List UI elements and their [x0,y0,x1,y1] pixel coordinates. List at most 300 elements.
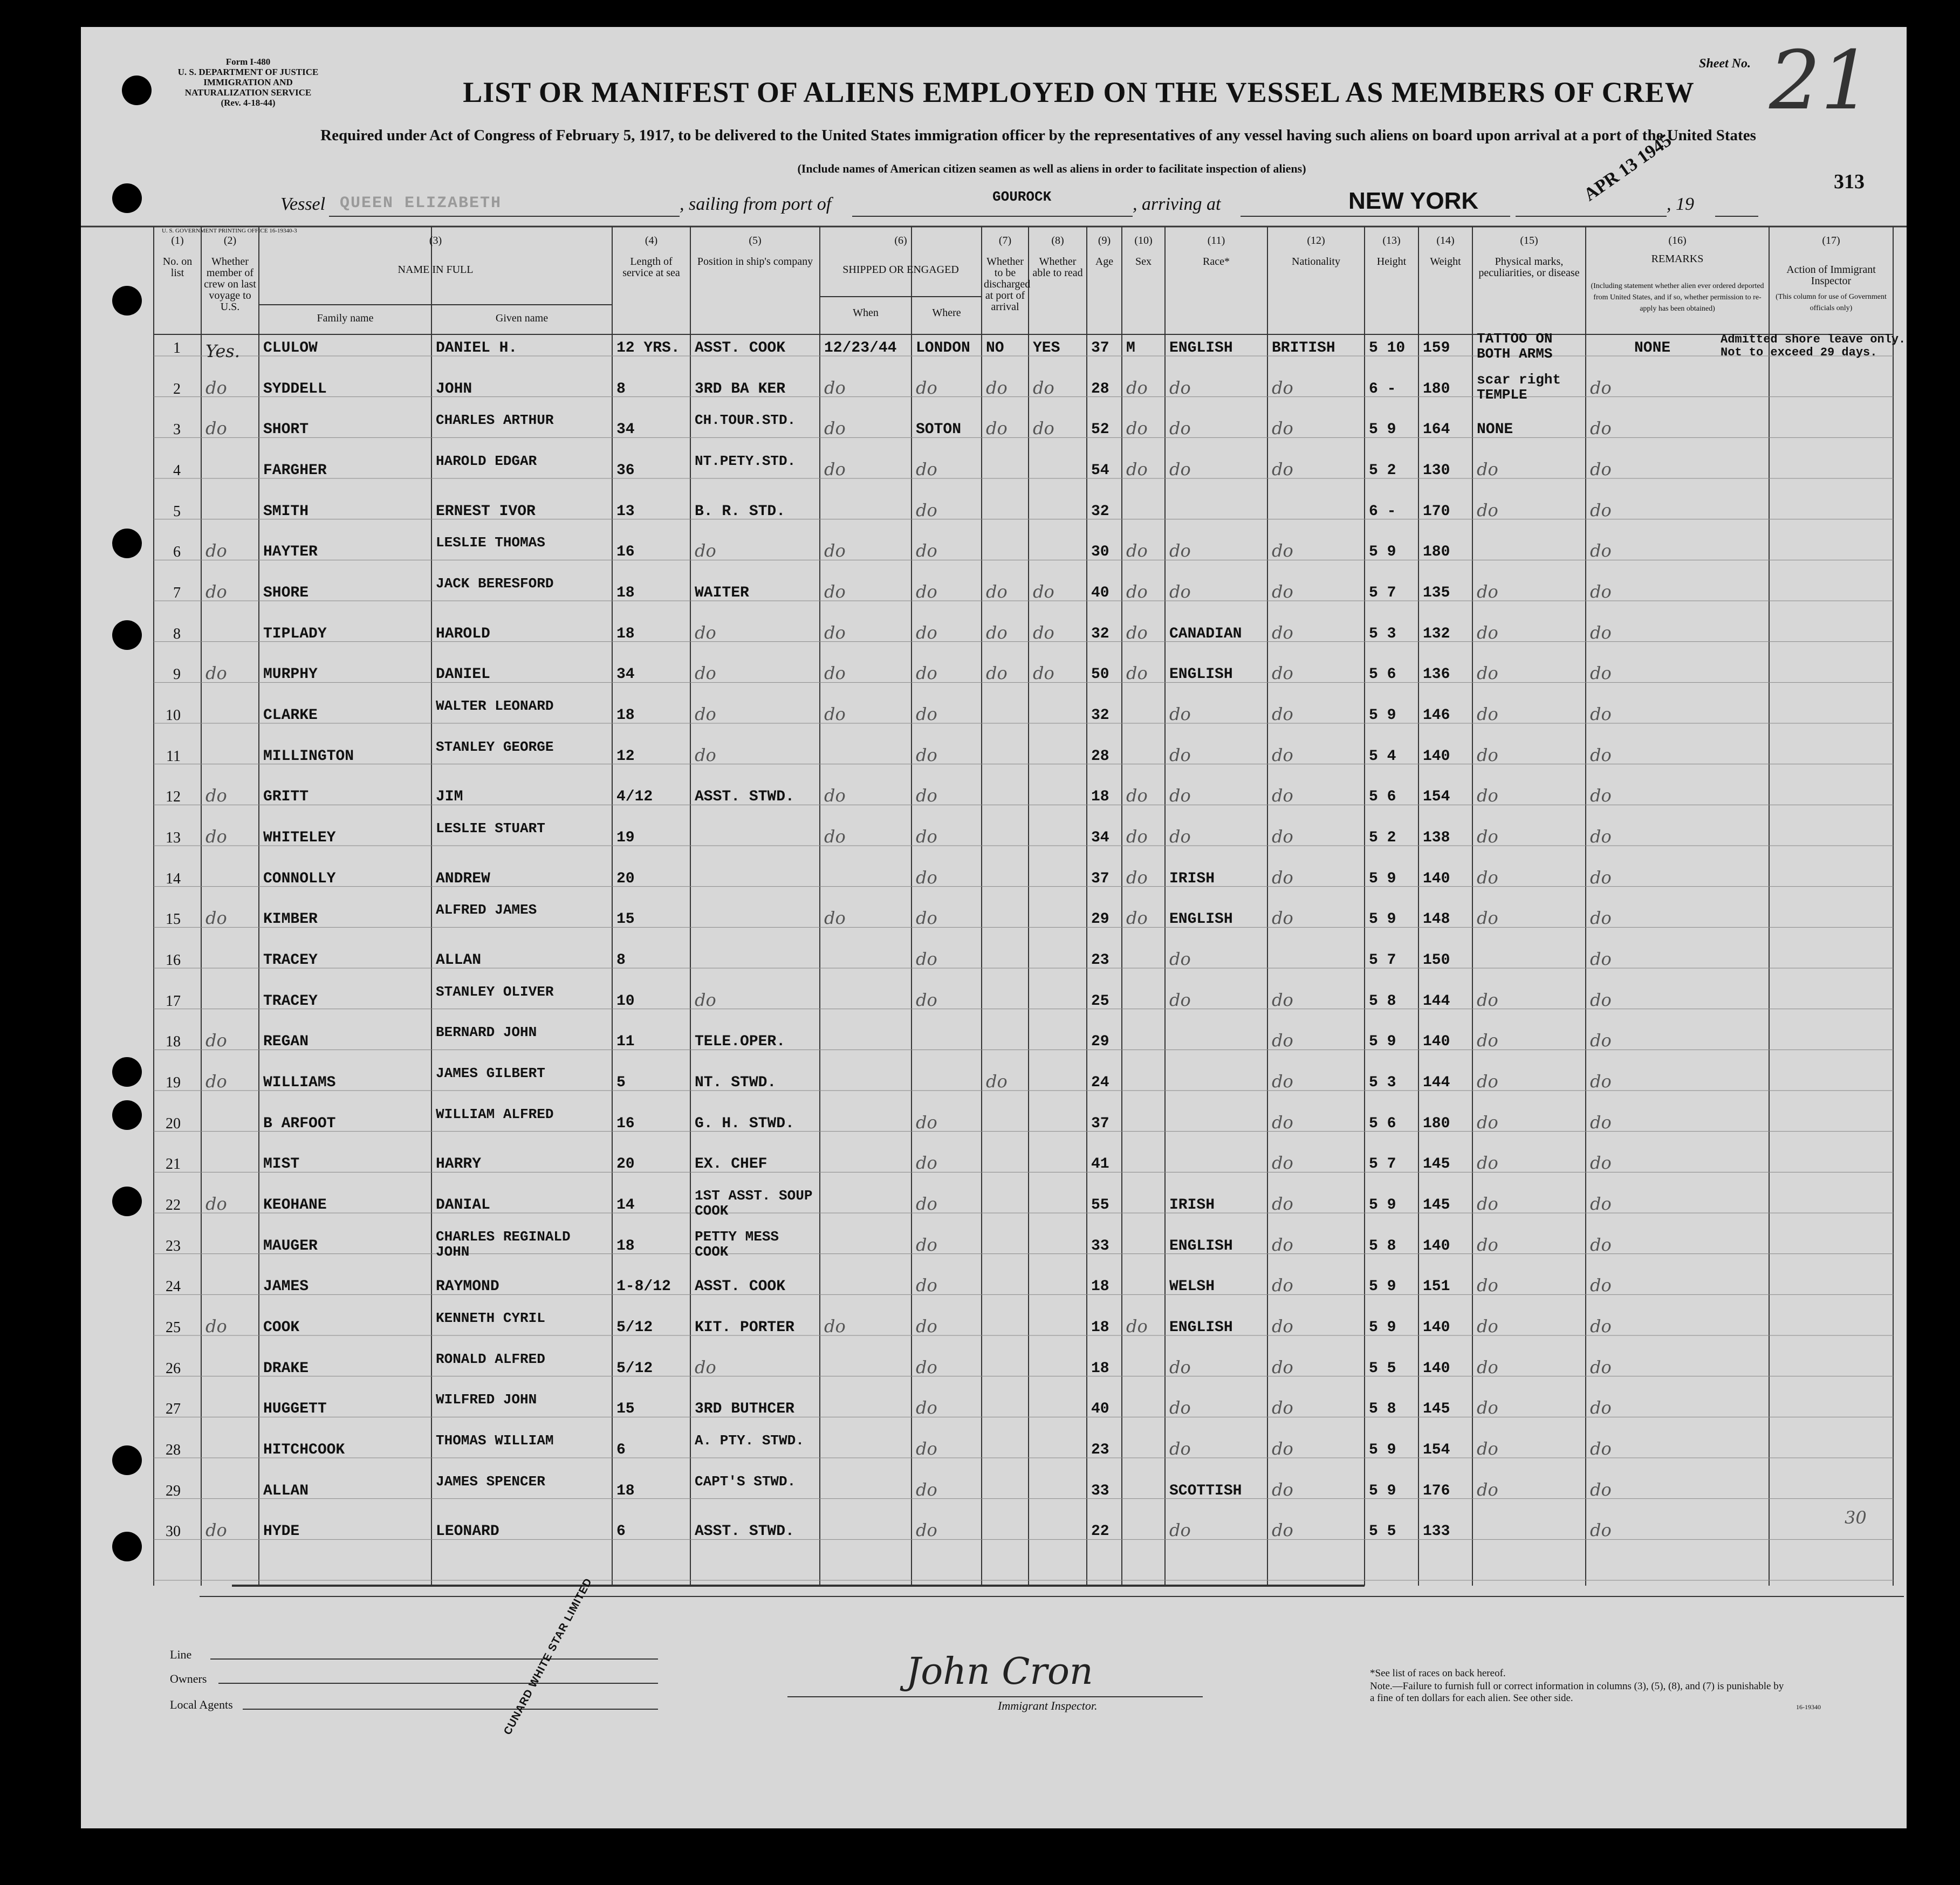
cell-family: TRACEY [263,992,318,1010]
punch-hole [112,529,142,558]
punch-hole [112,1445,142,1475]
cell-height: 5 9 [1369,1033,1396,1051]
cell-read: do [1033,377,1054,398]
cell-weight: 136 [1423,666,1450,683]
cell-age: 32 [1091,625,1109,642]
cell-position: NT. STWD. [695,1074,777,1091]
cell-crew: do [205,1316,227,1336]
cell-position: G. H. STWD. [695,1115,794,1132]
cell-where: do [916,459,937,479]
cell-nationality: do [1272,1112,1293,1133]
subheader-given-name: Given name [495,312,549,324]
form-number: Form I-480 [225,57,271,67]
cell-position: do [695,540,716,561]
cell-height: 5 9 [1369,1319,1396,1336]
punch-hole [112,183,142,213]
cell-remarks: do [1590,785,1612,806]
cell-weight: 145 [1423,1197,1450,1214]
cell-nationality: do [1272,1316,1293,1336]
cell-family: WHITELEY [263,830,336,846]
cell-where: do [916,908,937,929]
cell-age: 40 [1091,1401,1109,1418]
column-number: (4) [645,235,658,246]
arriving-field [1241,188,1510,217]
cell-service: 18 [616,1482,635,1499]
row-number: 6 [173,544,181,561]
cell-read: YES [1033,340,1060,357]
column-header: Whether to be discharged at port of arrival [984,256,1031,313]
row-number: 21 [166,1156,181,1173]
cell-nationality: do [1272,1438,1293,1459]
cell-family: DRAKE [263,1360,309,1377]
cell-crew: do [205,785,227,806]
cell-race: do [1169,1520,1191,1541]
cell-position: A. PTY. STWD. [695,1432,804,1449]
cell-marks: do [1477,785,1498,806]
cell-family: TIPLADY [263,625,327,642]
cell-race: do [1169,1438,1191,1459]
cell-service: 18 [616,1237,635,1255]
cell-age: 30 [1091,544,1109,561]
cell-marks: do [1477,1275,1498,1296]
include-note: (Include names of American citizen seamen as well as aliens in order to facilitate inspection of aliens) [797,162,1306,175]
cell-age: 54 [1091,462,1109,479]
cell-position: CAPT'S STWD. [695,1473,796,1490]
cell-position: ASST. STWD. [695,789,794,806]
cell-race: do [1169,459,1191,479]
cell-height: 5 4 [1369,748,1396,765]
cell-position: do [695,989,716,1010]
row-number: 4 [173,462,181,479]
cell-where: do [916,1234,937,1255]
cell-position: do [695,744,716,765]
cell-height: 6 - [1369,503,1396,520]
cell-family: CLARKE [263,707,318,724]
cell-given: ERNEST IVOR [436,503,536,520]
cell-nationality: do [1272,581,1293,602]
column-number: (3) [429,235,442,246]
cell-family: MILLINGTON [263,748,354,765]
column-number: (14) [1436,235,1455,246]
cell-position: do [695,622,716,643]
cell-race: do [1169,581,1191,602]
cell-given: THOMAS WILLIAM [436,1432,554,1449]
row-number: 12 [166,789,181,806]
cell-height: 5 8 [1369,1401,1396,1418]
cell-marks: do [1477,989,1498,1010]
cell-where: do [916,1316,937,1336]
owners-field [218,1683,658,1684]
document-title: LIST OR MANIFEST OF ALIENS EMPLOYED ON THE VESSEL AS MEMBERS OF CREW [463,76,1695,108]
line-label: Line [170,1648,192,1661]
cell-height: 5 9 [1369,707,1396,724]
cell-marks: do [1477,1153,1498,1174]
form-identification [162,57,334,108]
line-field [210,1658,658,1660]
column-header: Length of service at sea [622,256,680,279]
cell-race: do [1169,704,1191,724]
cell-marks: do [1477,1316,1498,1336]
row-number: 15 [166,911,181,928]
cell-race: do [1169,1356,1191,1377]
cell-service: 1-8/12 [616,1278,671,1295]
cell-position: do [695,704,716,724]
cell-race: ENGLISH [1169,911,1233,928]
printing-office: U. S. GOVERNMENT PRINTING OFFICE 16-19340-3 [162,228,297,234]
column-header: Physical marks, peculiarities, or disease [1478,256,1580,279]
cell-height: 5 6 [1369,789,1396,806]
cell-given: ANDREW [436,870,490,887]
punch-hole [112,1057,142,1087]
column-number: (8) [1051,235,1064,246]
cell-marks: do [1477,622,1498,643]
column-number: (6) [894,235,907,246]
cell-where: do [916,744,937,765]
cell-height: 5 9 [1369,1278,1396,1295]
cell-where: do [916,1520,937,1541]
row-number: 10 [166,707,181,724]
footer-form-code: 16-19340 [1796,1703,1821,1711]
row-number: 3 [173,421,181,438]
vessel-label: Vessel [280,194,326,214]
cell-remarks: do [1590,1438,1612,1459]
cell-family: CONNOLLY [263,870,336,887]
cell-where: do [916,1194,937,1214]
cell-position: PETTY MESS COOK [695,1228,779,1260]
cell-remarks: do [1590,1153,1612,1174]
row-number: 14 [166,870,181,887]
cell-given: KENNETH CYRIL [436,1310,545,1326]
cell-marks: TATTOO ON BOTH ARMS [1477,331,1553,362]
cell-remarks: do [1590,744,1612,765]
document-code: 313 [1834,170,1865,193]
sailing-field [852,189,1133,217]
cell-sex: do [1126,1316,1148,1336]
row-number: 19 [166,1074,181,1091]
cell-remarks: do [1590,1071,1612,1092]
cell-given: ALFRED JAMES [436,902,537,918]
cell-remarks: do [1590,1397,1612,1418]
column-header: Sex [1135,256,1152,268]
cell-weight: 148 [1423,911,1450,928]
cell-read: do [1033,622,1054,643]
cell-service: 34 [616,666,635,683]
cell-crew: do [205,663,227,684]
column-header: Action of Immigrant Inspector [1786,264,1876,287]
cell-remarks: do [1590,1275,1612,1296]
cell-sex: do [1126,908,1148,929]
cell-height: 5 9 [1369,870,1396,887]
cell-marks: do [1477,908,1498,929]
cell-family: KEOHANE [263,1197,327,1214]
cell-sex: do [1126,459,1148,479]
cell-given: HARRY [436,1156,482,1173]
cell-weight: 144 [1423,992,1450,1010]
cell-sex: do [1126,540,1148,561]
column-number: (2) [223,235,237,246]
cell-marks: do [1477,704,1498,724]
cell-service: 15 [616,1401,635,1418]
cell-weight: 180 [1423,380,1450,397]
cell-age: 24 [1091,1074,1109,1091]
cell-given: CHARLES REGINALD JOHN [436,1228,571,1260]
cell-weight: 180 [1423,544,1450,561]
sheet-number-label: Sheet No. [1699,57,1751,71]
cell-where: do [916,989,937,1010]
punch-hole [112,1532,142,1561]
cell-family: ALLAN [263,1482,309,1499]
row-number: 24 [166,1278,181,1295]
cell-marks: do [1477,1194,1498,1214]
cell-service: 34 [616,421,635,438]
cell-family: KIMBER [263,911,318,928]
cell-marks: NONE [1477,421,1513,438]
cell-weight: 132 [1423,625,1450,642]
cell-discharged: do [986,1071,1008,1092]
cell-service: 6 [616,1442,626,1458]
cell-given: JAMES SPENCER [436,1473,545,1490]
cell-where: SOTON [916,421,962,438]
vessel-field [329,194,680,217]
cell-weight: 140 [1423,1360,1450,1377]
cell-height: 5 9 [1369,1442,1396,1458]
row-number: 9 [173,666,181,683]
cell-nationality: do [1272,1356,1293,1377]
cell-race: do [1169,785,1191,806]
column-number: (17) [1822,235,1840,246]
cell-age: 41 [1091,1156,1109,1173]
cell-position: ASST. COOK [695,1278,786,1295]
cell-where: do [916,622,937,643]
cell-nationality: do [1272,1479,1293,1500]
cell-remarks: do [1590,1316,1612,1336]
cell-remarks: do [1590,1356,1612,1377]
arriving-port: NEW YORK [1348,188,1479,214]
cell-family: WILLIAMS [263,1074,336,1091]
cell-position: 3RD BA KER [695,380,786,397]
cell-weight: 135 [1423,585,1450,601]
cell-service: 12 [616,748,635,765]
cell-service: 36 [616,462,635,479]
cell-service: 11 [616,1033,635,1051]
cell-where: LONDON [916,340,970,357]
column-header: REMARKS [1651,253,1704,265]
cell-height: 5 9 [1369,911,1396,928]
cell-remarks: do [1590,499,1612,520]
column-number: (10) [1134,235,1153,246]
cell-service: 5/12 [616,1360,653,1377]
cell-where: do [916,1479,937,1500]
row-number: 20 [166,1115,181,1132]
cell-family: B ARFOOT [263,1115,336,1132]
column-header: SHIPPED OR ENGAGED [842,264,959,276]
cell-crew: do [205,377,227,398]
cell-race: WELSH [1169,1278,1215,1295]
cell-height: 5 3 [1369,625,1396,642]
year-label: , 19 [1667,194,1694,214]
cell-crew: do [205,908,227,929]
cell-weight: 140 [1423,748,1450,765]
cell-family: SHORT [263,421,309,438]
cell-given: RONALD ALFRED [436,1351,545,1367]
cell-height: 5 9 [1369,421,1396,438]
cell-age: 18 [1091,1278,1109,1295]
cell-weight: 170 [1423,503,1450,520]
arriving-label: , arriving at [1133,194,1221,214]
cell-race: ENGLISH [1169,666,1233,683]
cell-age: 37 [1091,340,1109,357]
cell-when: do [824,704,846,724]
cell-family: MURPHY [263,666,318,683]
cell-position: do [695,663,716,684]
cell-where: do [916,1112,937,1133]
cell-remarks: do [1590,908,1612,929]
cell-age: 37 [1091,870,1109,887]
cell-height: 5 9 [1369,1197,1396,1214]
agents-label: Local Agents [170,1698,233,1711]
cell-marks: scar right TEMPLE [1477,371,1561,403]
cell-when: do [824,826,846,847]
cell-race: do [1169,1397,1191,1418]
cell-where: do [916,949,937,969]
cell-race: SCOTTISH [1169,1482,1242,1499]
cell-nationality: do [1272,704,1293,724]
cell-given: DANIEL [436,666,490,683]
column-number: (9) [1098,235,1111,246]
cell-family: SHORE [263,585,309,601]
column-header: Whether member of crew on last voyage to U.S. [204,256,256,313]
cell-where: do [916,1397,937,1418]
cell-service: 16 [616,544,635,561]
remarks-note: (Including statement whether alien ever ordered deported from United States, and if so, whether permission to re-apply has been obtained) [1591,282,1764,313]
column-header: Weight [1430,256,1461,268]
punch-hole [122,76,152,105]
cell-where: do [916,1275,937,1296]
cell-sex: do [1126,622,1148,643]
cell-weight: 159 [1423,340,1450,357]
row-number: 29 [166,1482,181,1499]
cell-sex: do [1126,418,1148,439]
cell-age: 50 [1091,666,1109,683]
cell-service: 14 [616,1197,635,1214]
cell-given: HAROLD EDGAR [436,453,537,469]
cell-weight: 138 [1423,830,1450,846]
department-name: U. S. DEPARTMENT OF JUSTICE [177,67,319,77]
cell-remarks: do [1590,581,1612,602]
column-header: Race* [1203,256,1230,268]
cell-age: 34 [1091,830,1109,846]
cell-family: TRACEY [263,952,318,969]
subheader-when: When [853,307,879,319]
cell-where: do [916,1356,937,1377]
column-number: (15) [1520,235,1538,246]
penalty-note: Note.—Failure to furnish full or correct information in columns (3), (5), (8), and (7) is punishable by a fine of ten dollars for each alien. See other side. [1370,1681,1784,1704]
cell-crew: do [205,1071,227,1092]
cell-age: 32 [1091,707,1109,724]
cell-race: do [1169,989,1191,1010]
cell-remarks: do [1590,622,1612,643]
cell-remarks: do [1590,1234,1612,1255]
row-number: 28 [166,1442,181,1458]
cell-age: 29 [1091,911,1109,928]
cell-weight: 154 [1423,789,1450,806]
row-number: 16 [166,952,181,969]
row-number: 17 [166,992,181,1010]
cell-age: 23 [1091,1442,1109,1458]
cell-remarks: do [1590,377,1612,398]
cell-remarks: do [1590,867,1612,888]
row-number: 7 [173,585,181,601]
column-number: (13) [1382,235,1401,246]
cell-weight: 140 [1423,870,1450,887]
cell-race: do [1169,540,1191,561]
cell-where: do [916,499,937,520]
cell-given: LEONARD [436,1523,499,1540]
cell-age: 18 [1091,1360,1109,1377]
cell-marks: do [1477,867,1498,888]
cell-nationality: do [1272,377,1293,398]
cell-service: 10 [616,992,635,1010]
cell-height: 5 3 [1369,1074,1396,1091]
row-number: 25 [166,1319,181,1336]
cell-when: do [824,663,846,684]
sailing-port: GOUROCK [992,189,1052,205]
cell-marks: do [1477,1071,1498,1092]
cell-marks: do [1477,1030,1498,1051]
cell-when: do [824,377,846,398]
cell-remarks: do [1590,704,1612,724]
cell-weight: 146 [1423,707,1450,724]
cell-when: 12/23/44 [824,340,897,357]
cell-remarks: do [1590,826,1612,847]
cell-crew: do [205,1520,227,1541]
cell-sex: M [1126,340,1135,357]
cell-age: 37 [1091,1115,1109,1132]
cell-discharged: do [986,418,1008,439]
cell-sex: do [1126,867,1148,888]
cell-marks: do [1477,744,1498,765]
cell-where: do [916,1438,937,1459]
cell-where: do [916,581,937,602]
cell-given: ALLAN [436,952,482,969]
column-number: (7) [998,235,1012,246]
cell-service: 12 YRS. [616,340,680,357]
cell-weight: 140 [1423,1319,1450,1336]
cell-race: do [1169,949,1191,969]
cell-where: do [916,867,937,888]
manifest-sheet [81,27,1907,1828]
cell-action: 30 [1845,1507,1867,1528]
cell-given: LESLIE STUART [436,820,545,837]
cell-height: 5 5 [1369,1360,1396,1377]
cell-given: WALTER LEONARD [436,698,554,714]
cell-nationality: do [1272,1397,1293,1418]
cell-family: SYDDELL [263,380,327,397]
cell-nationality: do [1272,1520,1293,1541]
cell-given: JOHN [436,380,472,397]
cell-height: 5 7 [1369,585,1396,601]
cell-given: STANLEY OLIVER [436,983,554,1000]
cell-crew: Yes. [205,341,240,361]
row-number: 2 [173,380,181,397]
cell-race: do [1169,418,1191,439]
subheader-where: Where [932,307,961,319]
cell-nationality: do [1272,459,1293,479]
cell-family: HAYTER [263,544,318,561]
cell-service: 18 [616,707,635,724]
company-stamp: CUNARD WHITE STAR LIMITED [502,1576,595,1737]
column-header: No. on list [162,256,193,279]
